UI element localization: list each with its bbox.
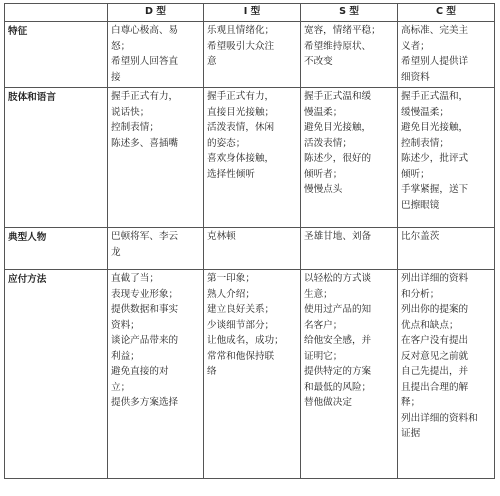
cell-text-line: 列出详细的资料 [401,273,469,284]
cell-s-type [301,270,398,479]
cell-text-line: 释； [401,397,421,408]
cell-d-type [108,88,204,228]
cell-text-line: 手掌紧握，送下 [401,184,469,195]
cell-c-type [398,22,495,88]
cell-text-line: 活泼表情，休闲 [207,122,275,133]
cell-text-line: 细资料 [401,71,430,83]
cell-text-line: 希望别人提供详 [401,56,469,67]
cell-text-line: 希望维持原状、 [304,40,372,52]
cell-i-type [204,270,301,479]
cell-text-line: 握手正式温和， [401,91,469,102]
cell-text-line: 络 [207,366,217,377]
cell-text-line: 且提出合理的解 [401,381,469,393]
cell-text-line: 列出详细的资料和 [401,412,478,424]
cell-text-line: 巴顿将军、李云 [111,231,179,242]
cell-text-line: 谈论产品带来的 [111,335,179,346]
cell-text-line: 希望别人回答直 [111,56,179,67]
cell-text-line: 克林顿 [207,231,236,242]
cell-text-line: 巴擦眼镜 [401,199,440,211]
cell-text-line: 说话快； [111,106,150,118]
cell-text-line: 优点和缺点； [401,319,459,331]
cell-text-line: 在客户没有提出 [401,335,469,346]
cell-text-line: 的姿态； [207,137,246,149]
typical-people-row [5,228,495,270]
cell-text-line: 圣雄甘地、刘备 [304,231,372,242]
cell-text-line: 立； [111,381,131,393]
cell-text-line: 握手正式有力， [111,91,179,102]
cell-text-line: 以轻松的方式谈 [304,273,372,284]
cell-text-line: 提供数据和事实 [111,304,179,315]
cell-text-line: 慢温柔； [304,106,343,118]
cell-text-line: 提供多方案选择 [111,397,179,408]
row-label: 典型人物 [5,228,108,270]
cell-text-line: 怒； [111,40,131,52]
header-row [5,4,495,22]
body-language-row [5,88,495,228]
cell-text-line: 名客户； [304,319,343,331]
cell-text-line: 表现专业形象； [111,288,179,300]
header-cell-d-type: D 型 [108,4,204,22]
cell-text-line: 避免目光接触， [401,122,469,133]
cell-text-line: 控制表情； [401,137,449,149]
cell-text-line: 握手正式温和缓 [304,91,372,102]
cell-text-line: 缓慢温柔； [401,106,449,118]
header-cell-i-type: I 型 [204,4,301,22]
cell-text-line: 乐观且情绪化； [207,25,275,36]
disc-personality-table [4,3,495,479]
cell-text-line: 自己先提出，并 [401,366,469,377]
header-cell-blank [5,4,108,22]
cell-text-line: 接 [111,71,121,83]
cell-text-line: 资料； [111,319,140,331]
cell-s-type [301,22,398,88]
header-cell-s-type: S 型 [301,4,398,22]
cell-text-line: 直接目光接触； [207,106,275,118]
cell-text-line: 倾听； [401,168,430,180]
cell-text-line: 利益； [111,350,140,362]
cell-text-line: 和分析； [401,288,440,300]
cell-text-line: 宽容，情绪平稳； [304,25,381,36]
cell-s-type [301,228,398,270]
cell-text-line: 意 [207,56,217,67]
cell-text-line: 给他安全感，并 [304,335,372,346]
cell-text-line: 常常和他保持联 [207,350,275,362]
strategy-row [5,270,495,479]
cell-text-line: 第一印象； [207,273,255,284]
cell-text-line: 生意； [304,288,333,300]
cell-c-type [398,228,495,270]
cell-c-type [398,88,495,228]
cell-text-line: 选择性倾听 [207,168,255,180]
cell-text-line: 陈述多、喜插嘴 [111,137,179,149]
cell-text-line: 慢慢点头 [304,184,343,195]
cell-text-line: 比尔盖茨 [401,231,440,242]
cell-text-line: 控制表情； [111,122,159,133]
cell-text-line: 直截了当； [111,273,159,284]
cell-text-line: 让他成名，成功； [207,335,284,346]
cell-text-line: 陈述少，批评式 [401,153,469,164]
cell-i-type [204,88,301,228]
cell-text-line: 倾听者； [304,168,343,180]
feature-row [5,22,495,88]
cell-text-line: 熟人介绍； [207,288,255,300]
table-body [5,22,495,479]
cell-text-line: 活泼表情； [304,137,352,149]
cell-i-type [204,228,301,270]
cell-text-line: 建立良好关系； [207,304,275,315]
cell-text-line: 喜欢身体接触， [207,153,275,164]
cell-text-line: 龙 [111,246,121,258]
cell-text-line: 避免直接的对 [111,366,169,377]
cell-d-type [108,228,204,270]
header-cell-c-type: C 型 [398,4,495,22]
cell-c-type [398,270,495,479]
cell-text-line: 高标准、完美主 [401,25,469,36]
cell-d-type [108,270,204,479]
cell-text-line: 不改变 [304,56,333,67]
cell-text-line: 义者； [401,40,430,52]
cell-d-type [108,22,204,88]
cell-text-line: 少谈细节部分； [207,319,275,331]
cell-text-line: 希望吸引大众注 [207,40,275,52]
cell-text-line: 列出你的提案的 [401,304,469,315]
row-label: 应付方法 [5,270,108,479]
cell-text-line: 避免目光接触， [304,122,372,133]
row-label: 肢体和语言 [5,88,108,228]
cell-text-line: 握手正式有力， [207,91,275,102]
cell-text-line: 陈述少，很好的 [304,153,372,164]
cell-i-type [204,22,301,88]
cell-text-line: 和最低的风险； [304,381,372,393]
cell-text-line: 替他做决定 [304,397,352,408]
row-label: 特征 [5,22,108,88]
cell-text-line: 白尊心极高、易 [111,25,179,36]
cell-text-line: 反对意见之前就 [401,350,469,362]
cell-text-line: 证据 [401,428,421,439]
cell-text-line: 证明它； [304,350,343,362]
cell-text-line: 提供特定的方案 [304,366,372,377]
cell-text-line: 使用过产品的知 [304,304,372,315]
cell-s-type [301,88,398,228]
